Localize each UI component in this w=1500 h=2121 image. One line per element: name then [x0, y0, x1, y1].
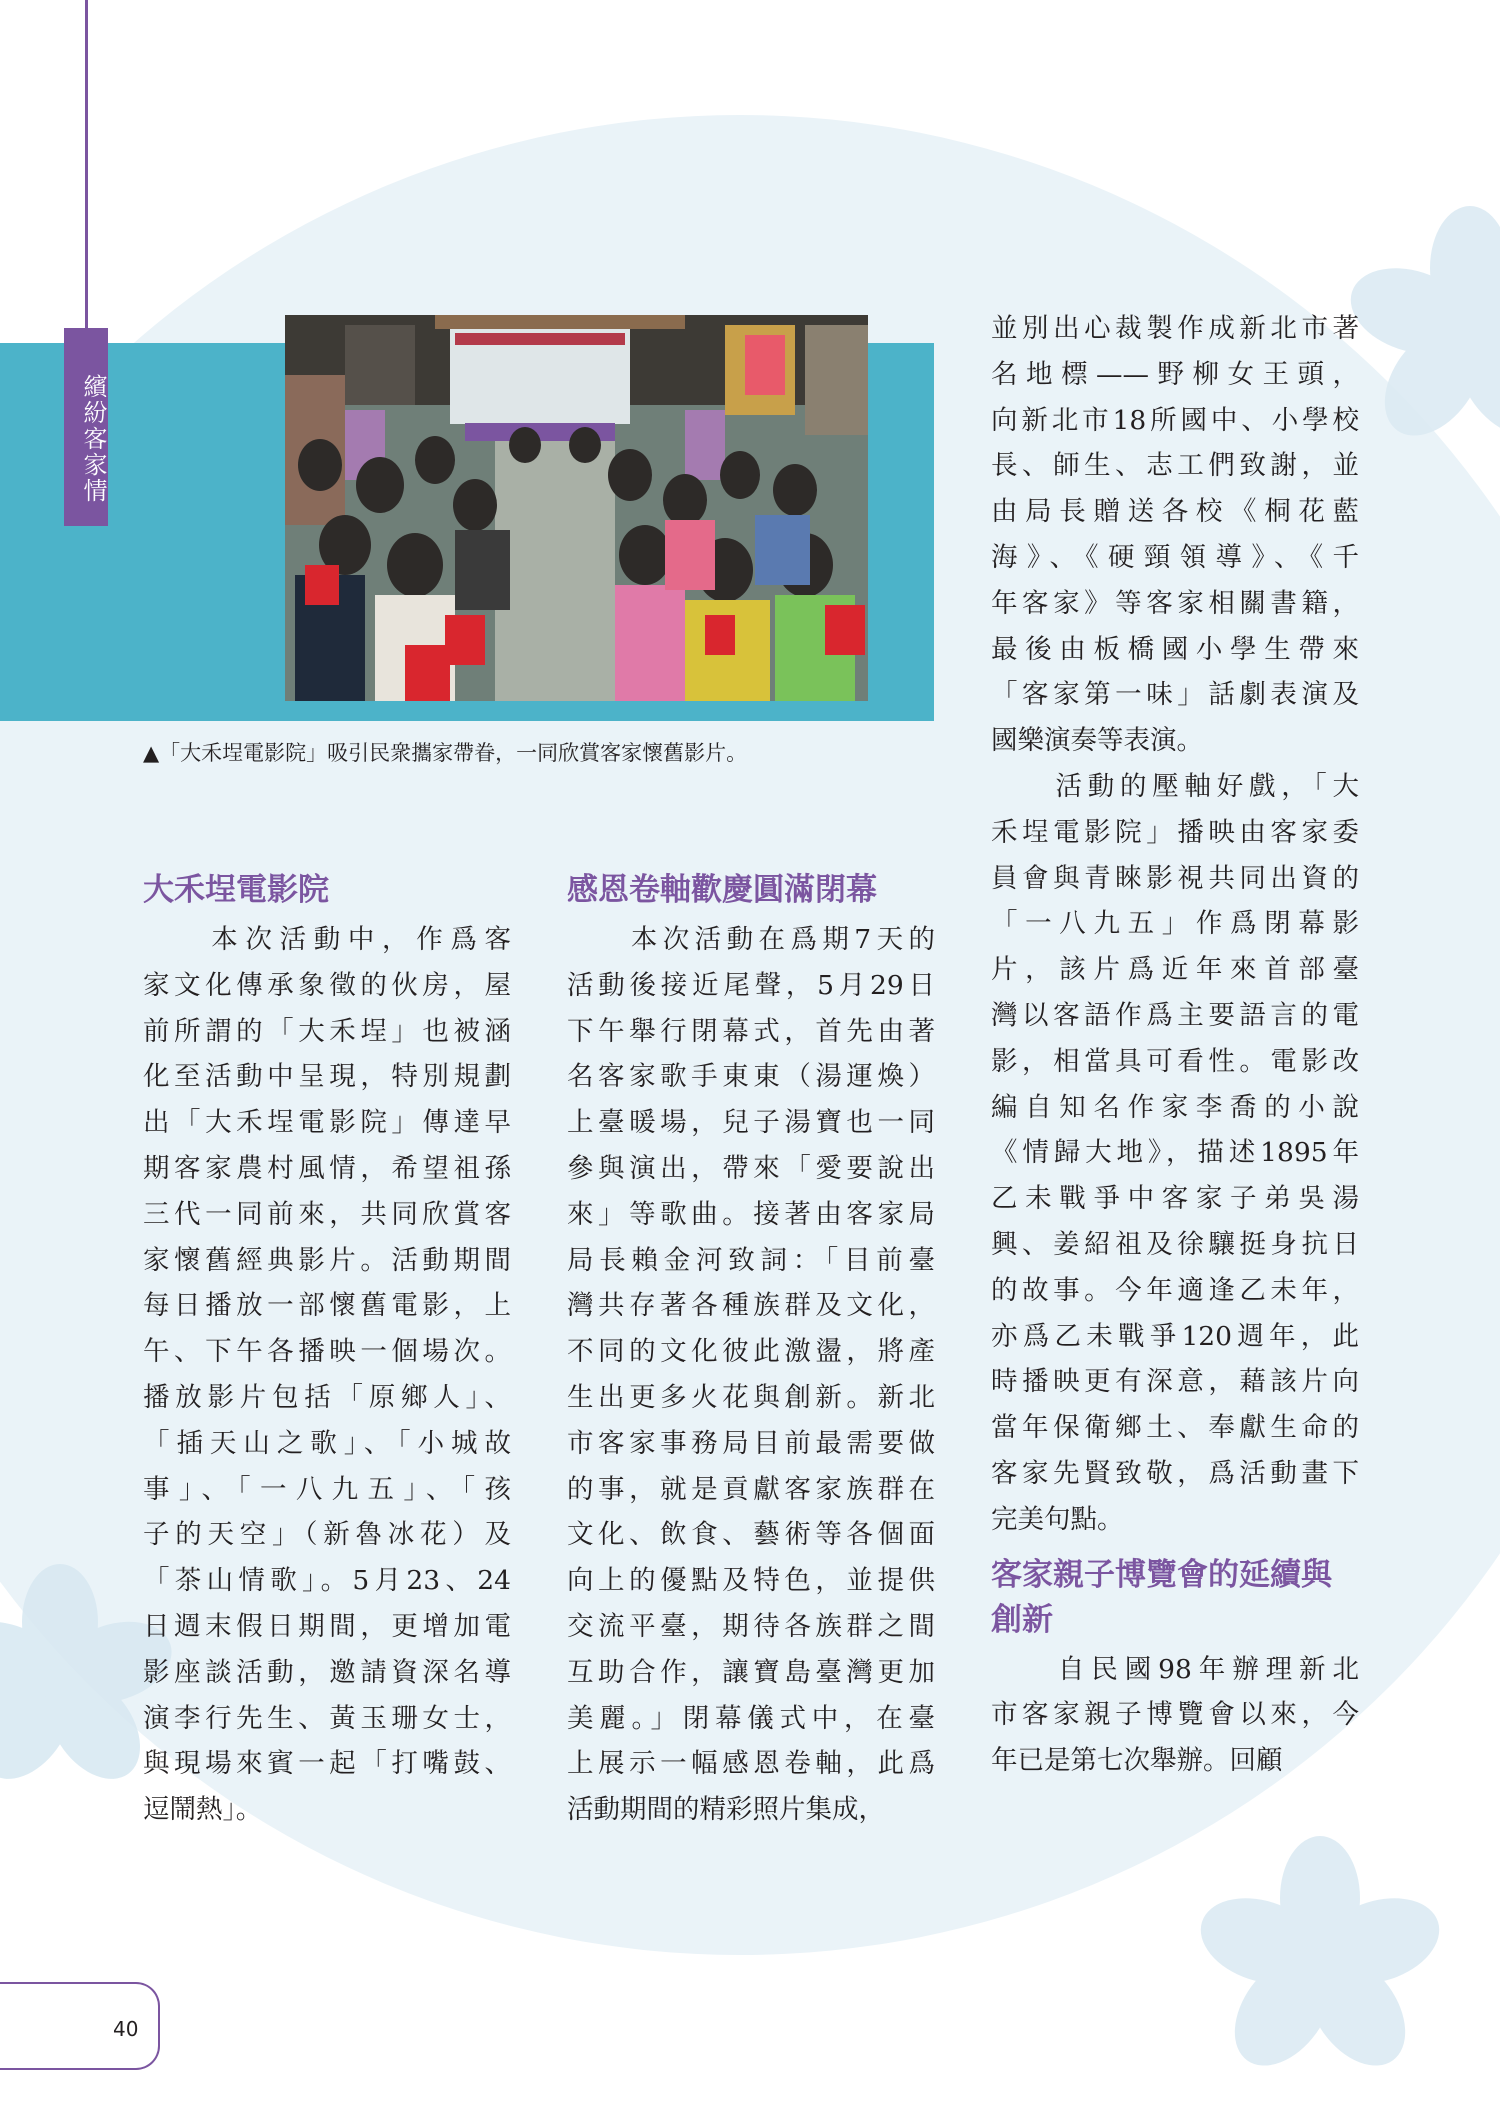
text-line: 文化、飲食、藝術等各個面 [567, 1519, 935, 1551]
text-line: 上臺暖場，兒子湯寶也一同 [567, 1107, 935, 1139]
text-line: 的故事。今年適逢乙未年， [991, 1274, 1359, 1306]
text-line: 的事，就是貢獻客家族群在 [567, 1473, 935, 1505]
section-marker-line [85, 0, 88, 330]
text-line: 家文化傳承象徵的伙房，屋 [143, 969, 511, 1001]
text-line: 活動後接近尾聲，5月29日 [567, 969, 935, 1001]
column-3 [991, 306, 1359, 1784]
photo-caption: ▲「大禾埕電影院」吸引民衆攜家帶眷，一同欣賞客家懷舊影片。 [143, 741, 748, 765]
text-line: 年客家》等客家相關書籍， [991, 587, 1359, 619]
text-line: 三代一同前來，共同欣賞客 [143, 1198, 511, 1230]
text-line: 完美句點。 [991, 1503, 1124, 1535]
text-line: 並別出心裁製作成新北市著 [991, 313, 1359, 344]
text-line: 市客家親子博覽會以來，今 [991, 1699, 1359, 1731]
text-line: 參與演出，帶來「愛要說出 [567, 1152, 935, 1184]
text-line: 灣以客語作爲主要語言的電 [991, 999, 1359, 1031]
text-line: 影座談活動，邀請資深名導 [143, 1656, 511, 1688]
text-line: 市客家事務局目前最需要做 [567, 1427, 935, 1459]
section-heading-expo [991, 1553, 1359, 1643]
column-2-body [567, 917, 935, 1833]
text-line: 興、姜紹祖及徐驤挺身抗日 [991, 1228, 1359, 1260]
text-line: 自民國98年辦理新北 [991, 1653, 1359, 1685]
text-line: 活動期間的精彩照片集成， [567, 1794, 885, 1826]
text-line: 前所謂的「大禾埕」也被涵 [143, 1015, 511, 1047]
text-line: 「茶山情歌」。5月23、24 [143, 1565, 511, 1597]
text-line: 時播映更有深意，藉該片向 [991, 1366, 1359, 1398]
flower-decoration-top-right [1340, 200, 1500, 460]
text-line: 播放影片包括「原鄉人」、 [143, 1381, 511, 1413]
text-line: 當年保衛鄉土、奉獻生命的 [991, 1412, 1359, 1444]
text-line: 來」等歌曲。接著由客家局 [567, 1198, 935, 1230]
text-line: 名客家歌手東東（湯運煥） [567, 1061, 935, 1093]
text-line: 出「大禾埕電影院」傳達早 [143, 1107, 511, 1139]
column-2 [567, 868, 935, 1833]
text-line: 向上的優點及特色，並提供 [567, 1565, 935, 1597]
text-line: 互助合作，讓寶島臺灣更加 [567, 1656, 935, 1688]
text-line: 編自知名作家李喬的小說 [991, 1091, 1359, 1123]
section-heading-expo-line-1: 客家親子博覽會的延續與 [991, 1556, 1332, 1593]
event-photo [285, 315, 868, 701]
text-line: 每日播放一部懷舊電影，上 [143, 1290, 511, 1322]
column-3-body [991, 306, 1359, 1543]
text-line: 亦爲乙未戰爭120週年，此 [991, 1320, 1359, 1352]
text-line: 局長賴金河致詞：「目前臺 [567, 1244, 935, 1276]
text-line: 長、師生、志工們致謝，並 [991, 450, 1359, 482]
section-heading-expo-line-2: 創新 [991, 1601, 1053, 1638]
text-line: 日週末假日期間，更增加電 [143, 1610, 511, 1642]
text-line: 事」、「一八九五」、「孩 [143, 1473, 511, 1505]
column-1-body [143, 917, 511, 1833]
page-number: 40 [113, 2017, 139, 2041]
column-3-body-continued [991, 1647, 1359, 1784]
text-line: 不同的文化彼此激盪，將產 [567, 1336, 935, 1368]
text-line: 名地標——野柳女王頭， [991, 358, 1359, 390]
text-line: 乙未戰爭中客家子弟吳湯 [991, 1183, 1359, 1215]
text-line: 員會與青睞影視共同出資的 [991, 862, 1359, 894]
text-line: 片，該片爲近年來首部臺 [991, 954, 1359, 986]
text-line: 與現場來賓一起「打嘴鼓、 [143, 1748, 511, 1780]
text-line: 最後由板橋國小學生帶來 [991, 633, 1359, 665]
flower-decoration-bottom-right [1190, 1830, 1450, 2090]
text-line: 化至活動中呈現，特別規劃 [143, 1061, 511, 1093]
text-line: 由局長贈送各校《桐花藍 [991, 496, 1359, 528]
text-line: 海》、《硬頸領導》、《千 [991, 541, 1359, 573]
text-line: 期客家農村風情，希望祖孫 [143, 1152, 511, 1184]
text-line: 演李行先生、黃玉珊女士， [143, 1702, 511, 1734]
text-line: 「插天山之歌」、「小城故 [143, 1427, 511, 1459]
text-line: 逗鬧熱」。 [143, 1794, 263, 1826]
text-line: 活動的壓軸好戲，「大 [991, 770, 1359, 802]
column-1 [143, 868, 511, 1833]
text-line: 美麗。」閉幕儀式中，在臺 [567, 1702, 935, 1734]
section-tab: 繽紛客家情 [64, 328, 108, 526]
text-line: 交流平臺，期待各族群之間 [567, 1610, 935, 1642]
text-line: 本次活動在爲期7天的 [567, 924, 935, 955]
text-line: 影，相當具可看性。電影改 [991, 1045, 1359, 1077]
text-line: 向新北市18所國中、小學校 [991, 404, 1359, 436]
text-line: 上展示一幅感恩卷軸，此爲 [567, 1748, 935, 1780]
text-line: 灣共存著各種族群及文化， [567, 1290, 935, 1322]
text-line: 家懷舊經典影片。活動期間 [143, 1244, 511, 1276]
text-line: 下午舉行閉幕式，首先由著 [567, 1015, 935, 1047]
text-line: 「一八九五」作爲閉幕影 [991, 908, 1359, 940]
text-line: 午、下午各播映一個場次。 [143, 1336, 511, 1368]
text-line: 客家先賢致敬，爲活動畫下 [991, 1457, 1359, 1489]
section-heading-theater: 大禾埕電影院 [143, 872, 329, 908]
text-line: 生出更多火花與創新。新北 [567, 1381, 935, 1413]
text-line: 年已是第七次舉辦。回顧 [991, 1745, 1283, 1777]
text-line: 本次活動中，作爲客 [143, 924, 511, 955]
text-line: 子的天空」（新魯冰花）及 [143, 1519, 511, 1551]
text-line: 「客家第一味」話劇表演及 [991, 679, 1359, 711]
text-line: 《情歸大地》，描述1895年 [991, 1137, 1359, 1169]
text-line: 禾埕電影院」播映由客家委 [991, 816, 1359, 848]
text-line: 國樂演奏等表演。 [991, 725, 1203, 757]
section-heading-closing: 感恩卷軸歡慶圓滿閉幕 [567, 872, 877, 908]
